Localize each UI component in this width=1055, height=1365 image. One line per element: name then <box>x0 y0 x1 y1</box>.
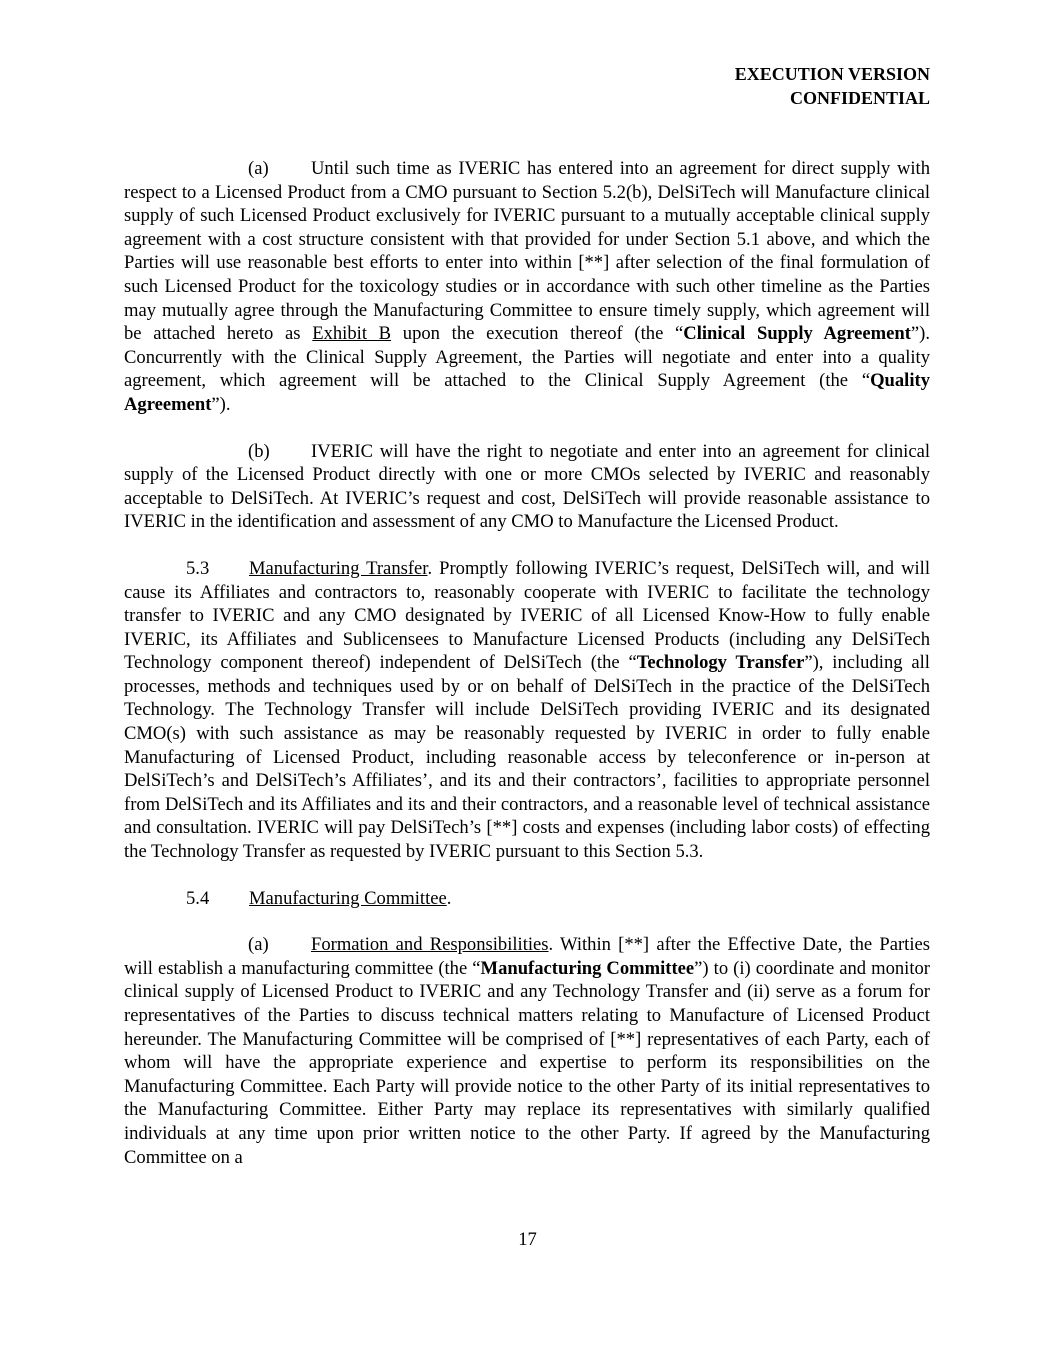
paragraph-5-2-b <box>124 440 930 534</box>
section-number: 5.3 <box>186 557 210 579</box>
paragraph-text: ”). <box>211 393 231 415</box>
paragraph-text: ”) to (i) coordinate and monitor clinical supply of Licensed Product to IVERIC and any Technology Transfer and (ii) serve as a forum for representatives of the Parties to discuss technical matters relating to Manufacture of Licensed Product hereunder. The Manufacturing Committee will be comprised of [**] representatives of each Party, each of whom will have the appropriate experience and expertise to perform its responsibilities on the Manufacturing Committee. Each Party will provide notice to the other Party of its initial representatives to the Manufacturing Committee. Either Party may replace its representatives with similarly qualified individuals at any time upon prior written notice to the other Party. If agreed by the Manufacturing Committee on a <box>124 957 930 1168</box>
paragraph-text: ”), including all processes, methods and techniques used by or on behalf of DelSiTech in the practice of the DelSiTech Technology. The Technology Transfer will include DelSiTech providing IVERIC and its designated CMO(s) with such assistance as may be reasonably requested by IVERIC in order to fully enable Manufacturing of Licensed Product, including reasonable access by teleconference or in-person at DelSiTech’s and DelSiTech’s Affiliates’, and its and their contractors’, facilities to appropriate personnel from DelSiTech and its Affiliates and its and their contractors, and a reasonable level of technical assistance and consultation. IVERIC will pay DelSiTech’s [**] costs and expenses (including labor costs) of effecting the Technology Transfer as requested by IVERIC pursuant to this Section 5.3. <box>124 652 930 863</box>
paragraph-5-2-a <box>124 157 930 417</box>
paragraph-number: (b) <box>248 440 270 462</box>
defined-term-quality-agreement: Quality Agreement <box>124 370 930 415</box>
paragraph-text: upon the execution thereof (the “ <box>391 323 684 345</box>
subsection-title-formation: Formation and Responsibilities <box>311 934 549 956</box>
paragraph-text: . Promptly following IVERIC’s request, DelSiTech will, and will cause its Affiliates and contractors to, reasonably cooperate with IVERIC to facilitate the technology transfer to IVERIC and any CMO designated by IVERIC of all Licensed Know-How to fully enable IVERIC, its Affiliates and Sublicensees to Manufacture Licensed Products (including any DelSiTech Technology component thereof) independent of DelSiTech (the “ <box>124 557 930 674</box>
paragraph-text: IVERIC will have the right to negotiate and enter into an agreement for clinical supply of the Licensed Product directly with one or more CMOs selected by IVERIC and reasonably acceptable to DelSiTech. At IVERIC’s request and cost, DelSiTech will provide reasonable assistance to IVERIC in the identification and assessment of any CMO to Manufacture the Licensed Product. <box>124 440 930 533</box>
defined-term-clinical-supply-agreement: Clinical Supply Agreement <box>683 323 911 345</box>
defined-term-manufacturing-committee: Manufacturing Committee <box>480 957 695 979</box>
paragraph-number: (a) <box>248 158 269 179</box>
paragraph-text: ”). Concurrently with the Clinical Supply Agreement, the Parties will negotiate and enter into a quality agreement, which agreement will be attached to the Clinical Supply Agreement (the “ <box>124 323 930 392</box>
section-5-4-heading <box>124 887 930 911</box>
section-title-manufacturing-committee: Manufacturing Committee <box>249 887 447 909</box>
paragraph-text: Until such time as IVERIC has entered into an agreement for direct supply with respect to a Licensed Product from a CMO pursuant to Section 5.2(b), DelSiTech will Manufacture clinical supply of such Licensed Product exclusively for IVERIC pursuant to a mutually acceptable clinical supply agreement with a cost structure consistent with that provided for under Section 5.1 above, and which the Parties will use reasonable best efforts to enter into within [**] after selection of the final formulation of such Licensed Product for the toxicology studies or in accordance with such other timeline as the Parties may mutually agree through the Manufacturing Committee to ensure timely supply, which agreement will be attached hereto as <box>124 158 930 345</box>
section-number: 5.4 <box>186 887 210 909</box>
page-number: 17 <box>518 1229 537 1250</box>
execution-version-label: EXECUTION VERSION <box>734 64 930 84</box>
section-title-suffix: . <box>446 887 452 909</box>
paragraph-5-4-a <box>124 933 930 1169</box>
defined-term-technology-transfer: Technology Transfer <box>636 652 805 674</box>
paragraph-text: . Within [**] after the Effective Date, the Parties will establish a manufacturing committee (the “ <box>124 934 930 979</box>
section-5-3 <box>124 557 930 864</box>
section-title-manufacturing-transfer: Manufacturing Transfer <box>249 557 428 579</box>
document-header <box>735 62 930 110</box>
confidential-label: CONFIDENTIAL <box>789 88 930 108</box>
exhibit-b-reference: Exhibit B <box>312 323 392 345</box>
document-body <box>124 157 930 1192</box>
paragraph-number: (a) <box>248 934 269 956</box>
